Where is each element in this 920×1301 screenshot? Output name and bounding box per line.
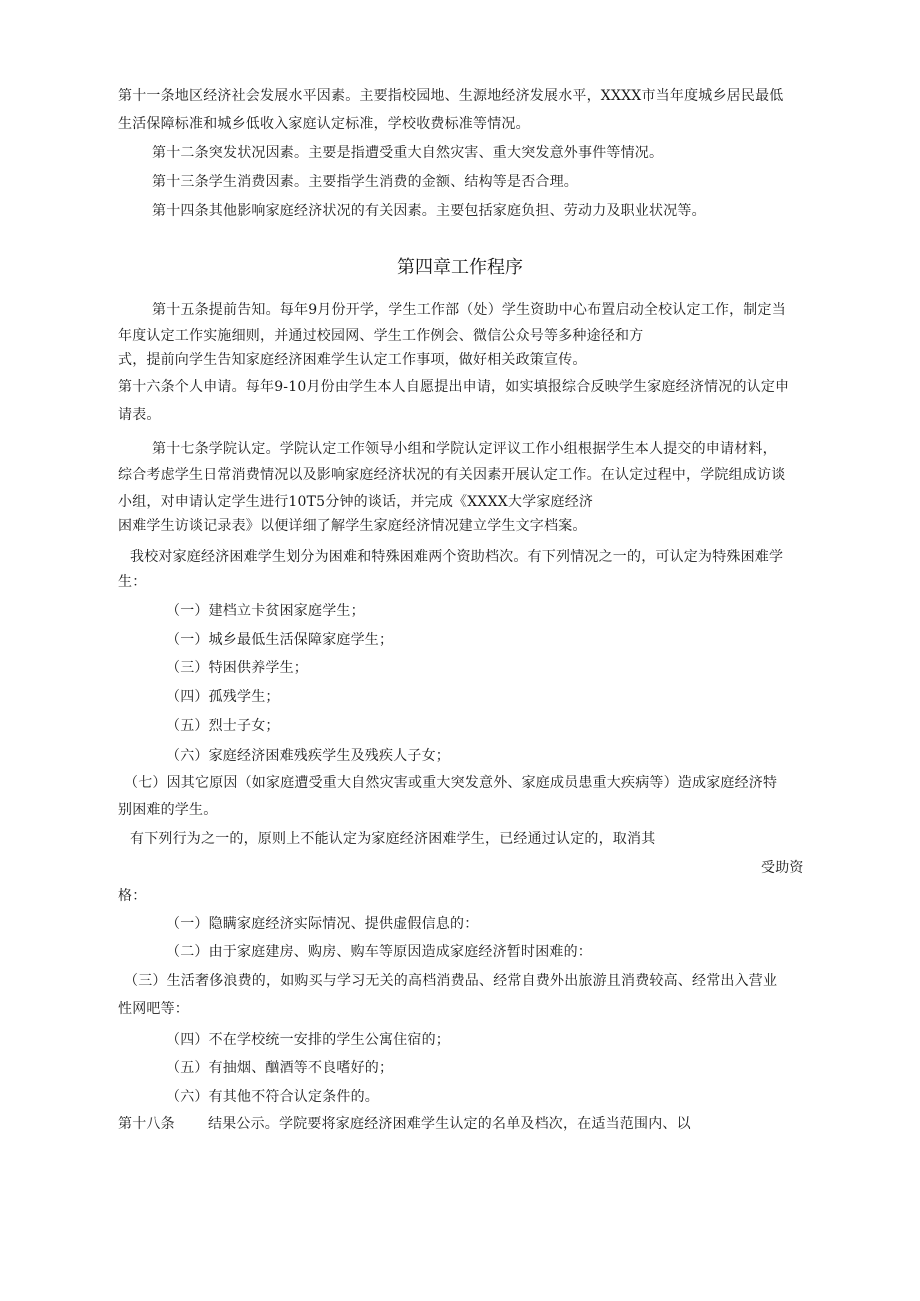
article-15-line-2: 年度认定工作实施细则，并通过校园网、学生工作例会、微信公众号等多种途径和方 (118, 328, 644, 344)
exclusion-line-1: 有下列行为之一的，原则上不能认定为家庭经济困难学生，已经通过认定的，取消其 (130, 831, 656, 847)
levels-line-2: 生： (118, 574, 147, 590)
exclusion-item: （五）有抽烟、酗酒等不良嗜好的； (166, 1060, 394, 1076)
exclusion-item: （六）有其他不符合认定条件的。 (166, 1089, 379, 1105)
levels-line-1: 我校对家庭经济困难学生划分为困难和特殊困难两个资助档次。有下列情况之一的，可认定为特殊困难学 (130, 549, 784, 565)
special-item-7-line-1: （七）因其它原因（如家庭遭受重大自然灾害或重大突发意外、家庭成员患重大疾病等）造成家庭经济特 (124, 775, 778, 791)
article-17-line-2: 综合考虑学生日常消费情况以及影响家庭经济状况的有关因素开展认定工作。在认定过程中，学院组成访谈 (118, 467, 786, 483)
article-17-line-1: 第十七条学院认定。学院认定工作领导小组和学院认定评议工作小组根据学生本人提交的申请材料， (152, 441, 777, 457)
article-17-line-4: 困难学生访谈记录表》以便详细了解学生家庭经济情况建立学生文字档案。 (118, 518, 587, 534)
article-15-line-1: 第十五条提前告知。每年9月份开学，学生工作部（处）学生资助中心布置启动全校认定工作，制定当 (152, 302, 786, 318)
article-18-text: 结果公示。学院要将家庭经济困难学生认定的名单及档次，在适当范围内、以 (208, 1116, 691, 1132)
special-item-7-line-2: 别困难的学生。 (118, 802, 218, 818)
exclusion-line-2: 受助资 (761, 860, 804, 876)
special-item: （四）孤残学生； (166, 689, 280, 705)
special-item: （六）家庭经济困难残疾学生及残疾人子女； (166, 748, 450, 764)
article-18-label: 第十八条 (118, 1116, 175, 1132)
exclusion-item: （一）隐瞒家庭经济实际情况、提供虚假信息的： (166, 916, 479, 932)
exclusion-item: （二）由于家庭建房、购房、购车等原因造成家庭经济暂时困难的： (166, 944, 592, 960)
special-item: （五）烈士子女； (166, 718, 280, 734)
exclusion-item-3-line-1: （三）生活奢侈浪费的，如购买与学习无关的高档消费品、经常自费外出旅游且消费较高、经常出入营业 (124, 973, 778, 989)
article-13: 第十三条学生消费因素。主要指学生消费的金额、结构等是否合理。 (152, 174, 578, 190)
exclusion-item-3-line-2: 性网吧等： (118, 1001, 189, 1017)
exclusion-line-3: 格： (118, 888, 147, 904)
exclusion-item: （四）不在学校统一安排的学生公寓住宿的； (166, 1032, 450, 1048)
article-11-line-1: 第十一条地区经济社会发展水平因素。主要指校园地、生源地经济发展水平，XXXX市当年度城乡居民最低 (118, 88, 784, 104)
chapter-heading: 第四章工作程序 (397, 257, 523, 278)
article-12: 第十二条突发状况因素。主要是指遭受重大自然灾害、重大突发意外事件等情况。 (152, 145, 664, 161)
article-15-line-3: 式，提前向学生告知家庭经济困难学生认定工作事项，做好相关政策宣传。 (118, 352, 587, 368)
special-item: （三）特困供养学生； (166, 660, 308, 676)
article-11-line-2: 生活保障标准和城乡低收入家庭认定标准，学校收费标准等情况。 (118, 116, 530, 132)
article-14: 第十四条其他影响家庭经济状况的有关因素。主要包括家庭负担、劳动力及职业状况等。 (152, 203, 706, 219)
article-16-line-1: 第十六条个人申请。每年9-10月份由学生本人自愿提出申请，如实填报综合反映学生家庭经济情况的认定申 (118, 379, 790, 395)
article-16-line-2: 请表。 (118, 407, 161, 423)
article-17-line-3: 小组，对申请认定学生进行10T5分钟的谈话，并完成《XXXX大学家庭经济 (118, 494, 594, 510)
special-item: （一）城乡最低生活保障家庭学生； (166, 632, 394, 648)
special-item: （一）建档立卡贫困家庭学生； (166, 603, 365, 619)
